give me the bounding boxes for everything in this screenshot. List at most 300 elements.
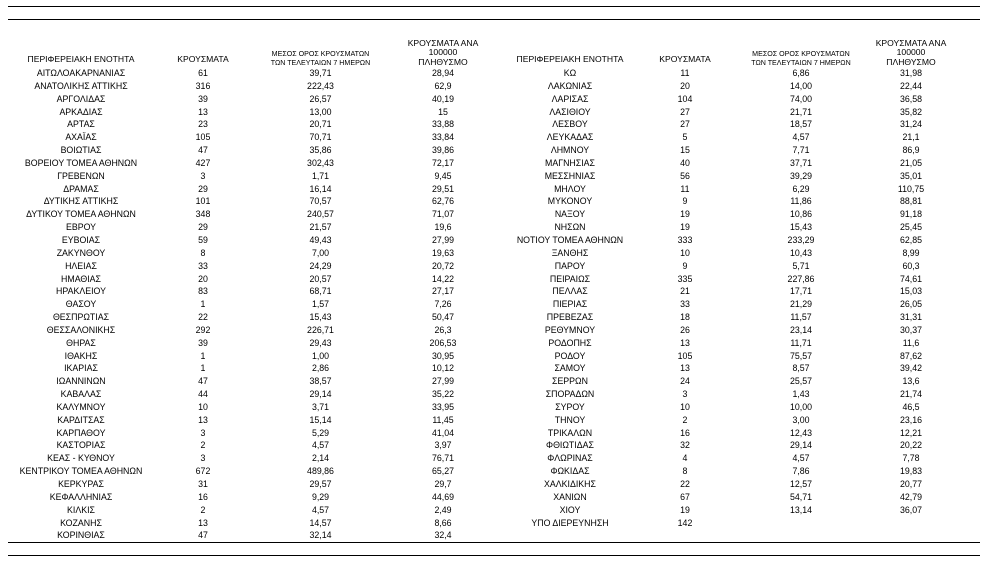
cell-avg: 17,71	[789, 286, 812, 297]
cell-avg: 39,29	[789, 170, 812, 181]
cell-rate: 23,16	[899, 414, 922, 425]
cell-rate: 36,07	[899, 504, 922, 515]
cell-rate: 35,22	[431, 389, 454, 400]
cell-rate: 65,27	[431, 466, 454, 477]
cell-rate: 20,77	[899, 479, 922, 489]
cell-rate: 88,81	[899, 196, 922, 207]
table-row	[495, 324, 989, 337]
cell-area: ΜΑΓΝΗΣΙΑΣ	[545, 157, 595, 168]
header-avg-line2: ΤΩΝ ΤΕΛΕΥΤΑΙΩΝ 7 ΗΜΕΡΩΝ	[270, 58, 371, 67]
cell-cases: 10	[680, 247, 690, 258]
cell-rate: 11,45	[432, 414, 454, 425]
table-row	[0, 362, 500, 375]
cell-area: ΚΕΡΚΥΡΑΣ	[58, 479, 104, 489]
cell-cases: 316	[195, 80, 211, 91]
cell-cases: 33	[680, 299, 690, 310]
cell-area: ΥΠΟ ΔΙΕΡΕΥΝΗΣΗ	[531, 517, 609, 528]
cell-area: ΗΜΑΘΙΑΣ	[61, 273, 101, 284]
cell-cases: 3	[200, 170, 206, 181]
cell-rate: 76,71	[431, 453, 454, 464]
cell-cases: 22	[680, 479, 690, 489]
table-row	[0, 234, 500, 247]
cell-area: ΛΑΚΩΝΙΑΣ	[547, 80, 593, 91]
cell-area: ΚΟΡΙΝΘΙΑΣ	[57, 530, 105, 541]
cell-area: ΛΑΡΙΣΑΣ	[551, 93, 589, 104]
cell-rate: 27,99	[431, 234, 454, 245]
table-row	[495, 170, 989, 183]
cell-avg: 29,14	[309, 389, 332, 400]
cell-avg: 20,57	[309, 273, 332, 284]
cell-avg: 4,57	[792, 453, 810, 464]
table-row	[0, 247, 500, 260]
table-row	[495, 260, 989, 273]
cell-area: ΤΗΝΟΥ	[554, 414, 586, 425]
table-row	[495, 247, 989, 260]
bottom-rule-2	[8, 555, 980, 556]
header-rate-line1: ΚΡΟΥΣΜΑΤΑ ΑΝΑ 100000	[407, 37, 479, 57]
cell-area: ΦΘΙΩΤΙΔΑΣ	[546, 440, 594, 451]
cell-rate: 40,19	[431, 93, 454, 104]
table-row	[0, 414, 500, 427]
cell-rate: 9,45	[434, 170, 452, 181]
cell-area: ΑΡΚΑΔΙΑΣ	[59, 106, 103, 117]
cell-area: ΛΕΣΒΟΥ	[552, 119, 588, 130]
table-row	[0, 273, 500, 286]
cell-cases: 39	[198, 93, 208, 104]
cell-rate: 30,37	[899, 324, 922, 335]
right-table	[495, 37, 989, 529]
cell-cases: 26	[680, 324, 690, 335]
cell-avg: 18,57	[789, 119, 812, 130]
cell-cases: 24	[680, 376, 690, 387]
table-row	[0, 260, 500, 273]
cell-cases: 13	[680, 337, 690, 348]
cell-rate: 60,3	[902, 260, 920, 271]
cell-cases: 23	[198, 119, 208, 130]
cell-cases: 47	[198, 145, 208, 156]
header-area: ΠΕΡΙΦΕΡΕΙΑΚΗ ΕΝΟΤΗΤΑ	[27, 54, 135, 64]
cell-area: ΦΛΩΡΙΝΑΣ	[547, 453, 593, 464]
cell-cases: 13	[680, 363, 690, 374]
table-row	[0, 285, 500, 298]
cell-cases: 8	[200, 247, 206, 258]
cell-avg: 3,71	[311, 401, 330, 412]
table-row	[495, 157, 989, 170]
cell-cases: 29	[198, 183, 208, 194]
cell-area: ΑΡΤΑΣ	[67, 119, 95, 130]
cell-rate: 12,21	[899, 427, 922, 438]
header-rate-line2: ΠΛΗΘΥΣΜΟ	[886, 56, 936, 67]
cell-avg: 21,71	[789, 106, 812, 117]
cell-rate: 33,84	[431, 132, 454, 143]
table-row	[495, 80, 989, 93]
cell-rate: 31,98	[899, 68, 922, 78]
table-row	[0, 517, 500, 530]
cell-rate: 50,47	[431, 312, 454, 323]
cell-cases: 20	[680, 80, 690, 91]
cell-avg: 37,71	[789, 157, 812, 168]
cell-avg: 240,57	[307, 209, 334, 220]
cell-rate: 22,44	[899, 80, 922, 91]
table-row	[495, 221, 989, 234]
table-row	[495, 273, 989, 286]
cell-rate: 25,45	[899, 222, 922, 233]
cell-avg: 1,71	[311, 170, 330, 181]
table-row	[0, 298, 500, 311]
left-table-body	[0, 67, 500, 542]
cell-area: ΚΕΝΤΡΙΚΟΥ ΤΟΜΕΑ ΑΘΗΝΩΝ	[19, 466, 143, 477]
left-table	[0, 37, 500, 542]
table-row	[495, 144, 989, 157]
cell-cases: 101	[195, 196, 211, 207]
cell-area: ΛΕΥΚΑΔΑΣ	[546, 132, 594, 143]
cell-avg: 6,29	[792, 183, 810, 194]
cell-avg: 6,86	[792, 68, 810, 78]
right-table-body	[495, 67, 989, 529]
cell-area: ΧΑΛΚΙΔΙΚΗΣ	[544, 479, 596, 489]
cell-cases: 19	[680, 222, 690, 233]
cell-area: ΒΟΡΕΙΟΥ ΤΟΜΕΑ ΑΘΗΝΩΝ	[24, 157, 138, 168]
cell-avg: 9,29	[311, 491, 330, 502]
cell-rate: 33,95	[431, 401, 454, 412]
cell-cases: 13	[198, 517, 208, 528]
table-row	[495, 362, 989, 375]
cell-rate: 41,04	[431, 427, 454, 438]
table-row	[0, 324, 500, 337]
cell-avg: 233,29	[787, 234, 815, 245]
table-row	[0, 118, 500, 131]
cell-cases: 11	[680, 68, 690, 78]
cell-avg: 15,14	[309, 414, 332, 425]
cell-area: ΣΑΜΟΥ	[554, 363, 586, 374]
table-row	[495, 388, 989, 401]
cell-cases: 21	[680, 286, 690, 297]
cell-cases: 2	[200, 440, 206, 451]
header-avg-line1: ΜΕΣΟΣ ΟΡΟΣ ΚΡΟΥΣΜΑΤΩΝ	[271, 50, 370, 58]
cell-area: ΛΗΜΝΟΥ	[550, 145, 590, 156]
table-row	[0, 131, 500, 144]
cell-area: ΜΕΣΣΗΝΙΑΣ	[544, 170, 596, 181]
cell-cases: 20	[198, 273, 208, 284]
cell-avg: 7,00	[311, 247, 330, 258]
table-row	[495, 452, 989, 465]
cell-rate: 13,6	[902, 376, 920, 387]
cell-cases: 40	[680, 157, 690, 168]
cell-rate: 36,58	[899, 93, 922, 104]
cell-rate: 21,05	[899, 157, 922, 168]
cell-area: ΠΕΙΡΑΙΩΣ	[549, 273, 591, 284]
table-row	[0, 529, 500, 542]
cell-area: ΘΑΣΟΥ	[65, 299, 97, 310]
table-row	[495, 183, 989, 196]
cell-cases: 27	[680, 106, 690, 117]
cell-rate: 29,7	[434, 479, 452, 489]
cell-avg: 35,86	[309, 145, 332, 156]
cell-area: ΔΥΤΙΚΟΥ ΤΟΜΕΑ ΑΘΗΝΩΝ	[26, 209, 136, 220]
cell-cases: 13	[198, 106, 208, 117]
header-area: ΠΕΡΙΦΕΡΕΙΑΚΗ ΕΝΟΤΗΤΑ	[516, 54, 624, 64]
header-cases: ΚΡΟΥΣΜΑΤΑ	[659, 54, 711, 64]
cell-avg: 10,00	[789, 401, 812, 412]
cell-rate: 3,97	[434, 440, 452, 451]
cell-avg: 23,14	[789, 324, 812, 335]
cell-area: ΚΑΣΤΟΡΙΑΣ	[56, 440, 106, 451]
cell-area: ΘΗΡΑΣ	[66, 337, 96, 348]
cell-cases: 83	[198, 286, 208, 297]
cell-cases: 27	[680, 119, 690, 130]
table-row	[0, 183, 500, 196]
table-row	[0, 170, 500, 183]
table-row	[0, 337, 500, 350]
cell-area: ΔΥΤΙΚΗΣ ΑΤΤΙΚΗΣ	[43, 196, 119, 207]
cell-rate: 21,1	[902, 132, 920, 143]
cell-cases: 19	[680, 504, 690, 515]
table-row	[0, 478, 500, 491]
table-row	[0, 208, 500, 221]
cell-area: ΣΥΡΟΥ	[555, 401, 585, 412]
table-row	[0, 452, 500, 465]
cell-avg: 13,00	[309, 106, 332, 117]
header-rate	[400, 39, 486, 68]
table-row	[0, 106, 500, 119]
cell-cases: 44	[198, 389, 208, 400]
cell-cases: 19	[680, 209, 690, 220]
cell-avg: 70,71	[309, 132, 332, 143]
cell-avg: 1,00	[311, 350, 330, 361]
cell-avg: 4,57	[792, 132, 810, 143]
cell-avg: 14,00	[789, 80, 812, 91]
cell-avg: 68,71	[309, 286, 332, 297]
cell-avg: 49,43	[309, 234, 332, 245]
table-row	[0, 195, 500, 208]
cell-area: ΝΟΤΙΟΥ ΤΟΜΕΑ ΑΘΗΝΩΝ	[516, 234, 624, 245]
cell-area: ΚΑΛΥΜΝΟΥ	[56, 401, 106, 412]
cell-rate: 19,6	[434, 222, 452, 233]
table-row	[0, 311, 500, 324]
cell-area: ΖΑΚΥΝΘΟΥ	[56, 247, 106, 258]
cell-avg: 5,71	[792, 260, 810, 271]
cell-cases: 1	[200, 350, 206, 361]
cell-area: ΔΡΑΜΑΣ	[63, 183, 99, 194]
cell-cases: 67	[680, 491, 690, 502]
cell-avg: 70,57	[309, 196, 332, 207]
cell-rate: 86,9	[902, 145, 920, 156]
table-row	[495, 491, 989, 504]
cell-avg: 1,43	[792, 389, 810, 400]
cell-cases: 56	[680, 170, 690, 181]
cell-avg: 14,57	[309, 517, 332, 528]
cell-avg: 29,14	[789, 440, 812, 451]
cell-rate: 32,4	[434, 530, 452, 541]
cell-avg: 3,00	[792, 414, 810, 425]
bottom-rule-1	[8, 542, 980, 543]
cell-avg: 74,00	[789, 93, 812, 104]
table-row	[0, 80, 500, 93]
cell-avg: 11,86	[790, 196, 812, 207]
header-avg-line1: ΜΕΣΟΣ ΟΡΟΣ ΚΡΟΥΣΜΑΤΩΝ	[752, 50, 850, 58]
cell-cases: 3	[682, 389, 688, 400]
cell-avg: 8,57	[792, 363, 810, 374]
cell-area: ΧΙΟΥ	[559, 504, 581, 515]
cell-area: ΛΑΣΙΘΙΟΥ	[549, 106, 591, 117]
table-row	[0, 401, 500, 414]
cell-cases: 47	[198, 376, 208, 387]
cell-area: ΠΙΕΡΙΑΣ	[552, 299, 588, 310]
cell-rate: 110,75	[897, 183, 925, 194]
cell-cases: 1	[200, 299, 206, 310]
cell-rate: 71,07	[431, 209, 454, 220]
cell-cases: 18	[680, 312, 690, 323]
cell-avg: 12,57	[789, 479, 812, 489]
cell-rate: 27,99	[431, 376, 454, 387]
cell-cases: 2	[200, 504, 206, 515]
table-row	[495, 234, 989, 247]
cell-cases: 9	[682, 196, 688, 207]
cell-cases: 10	[680, 401, 690, 412]
cell-rate: 87,62	[899, 350, 922, 361]
cell-area: ΚΑΡΔΙΤΣΑΣ	[57, 414, 105, 425]
cell-cases: 105	[677, 350, 693, 361]
cell-rate: 31,31	[899, 312, 922, 323]
cell-rate: 19,63	[431, 247, 454, 258]
cell-rate: 8,66	[434, 517, 452, 528]
cell-area: ΝΗΣΩΝ	[554, 222, 586, 233]
cell-cases: 8	[682, 466, 688, 477]
table-row	[0, 427, 500, 440]
table-row	[495, 131, 989, 144]
cell-area: ΡΕΘΥΜΝΟΥ	[544, 324, 596, 335]
table-row	[0, 144, 500, 157]
cell-rate: 19,83	[899, 466, 922, 477]
header-avg-line2: ΤΩΝ ΤΕΛΕΥΤΑΙΩΝ 7 ΗΜΕΡΩΝ	[751, 58, 851, 67]
cell-rate: 30,95	[431, 350, 454, 361]
table-row	[0, 375, 500, 388]
cell-cases: 9	[682, 260, 688, 271]
table-row	[495, 414, 989, 427]
cell-cases: 22	[198, 312, 208, 323]
cell-area: ΞΑΝΘΗΣ	[551, 247, 589, 258]
cell-avg: 1,57	[311, 299, 330, 310]
cell-avg: 26,57	[309, 93, 332, 104]
table-row	[0, 439, 500, 452]
cell-area: ΙΘΑΚΗΣ	[64, 350, 98, 361]
cell-rate: 15	[438, 106, 448, 117]
cell-avg: 15,43	[309, 312, 332, 323]
cell-area: ΣΕΡΡΩΝ	[552, 376, 588, 387]
cell-cases: 348	[195, 209, 211, 220]
cell-cases: 39	[198, 337, 208, 348]
cell-avg: 11,57	[790, 312, 812, 323]
cell-avg: 4,57	[311, 504, 330, 515]
cell-avg: 32,14	[309, 530, 332, 541]
cell-avg: 227,86	[787, 273, 815, 284]
cell-rate: 28,94	[431, 68, 454, 78]
cell-cases: 32	[680, 440, 690, 451]
table-row	[495, 478, 989, 491]
cell-cases: 2	[682, 414, 688, 425]
cell-cases: 104	[677, 93, 693, 104]
cell-rate: 20,72	[431, 260, 454, 271]
cell-rate: 39,42	[899, 363, 922, 374]
cell-rate: 62,9	[434, 80, 452, 91]
cell-area: ΦΩΚΙΔΑΣ	[550, 466, 590, 477]
header-rate-line2: ΠΛΗΘΥΣΜΟ	[418, 56, 468, 67]
cell-area: ΠΕΛΛΑΣ	[552, 286, 588, 297]
table-row	[495, 93, 989, 106]
cell-rate: 7,78	[902, 453, 920, 464]
cell-area: ΧΑΝΙΩΝ	[553, 491, 587, 502]
cell-avg: 2,14	[311, 453, 330, 464]
table-row	[495, 427, 989, 440]
header-cases: ΚΡΟΥΣΜΑΤΑ	[177, 54, 229, 64]
cell-avg: 54,71	[789, 491, 812, 502]
cell-avg: 20,71	[309, 119, 332, 130]
cell-area: ΚΩ	[563, 68, 577, 78]
cell-cases: 3	[200, 453, 206, 464]
cell-rate: 35,82	[899, 106, 922, 117]
cell-area: ΕΥΒΟΙΑΣ	[61, 234, 101, 245]
table-row	[495, 67, 989, 80]
cell-avg: 29,43	[309, 337, 332, 348]
table-row	[0, 350, 500, 363]
table-row	[0, 157, 500, 170]
cell-area: ΑΙΤΩΛΟΑΚΑΡΝΑΝΙΑΣ	[36, 68, 126, 78]
cell-area: ΑΧΑΪΑΣ	[65, 132, 97, 143]
cell-avg: 21,29	[789, 299, 812, 310]
cell-area: ΝΑΞΟΥ	[554, 209, 586, 220]
cell-area: ΕΒΡΟΥ	[65, 222, 97, 233]
cell-avg: 10,43	[789, 247, 812, 258]
cell-area: ΠΑΡΟΥ	[554, 260, 586, 271]
cell-avg: 38,57	[309, 376, 332, 387]
cell-area: ΠΡΕΒΕΖΑΣ	[546, 312, 594, 323]
cell-cases: 15	[680, 145, 690, 156]
cell-area: ΚΕΑΣ - ΚΥΘΝΟΥ	[47, 453, 115, 464]
cell-rate: 26,05	[899, 299, 922, 310]
top-rule-1	[8, 6, 980, 7]
table-row	[0, 93, 500, 106]
cell-rate: 21,74	[899, 389, 922, 400]
cell-area: ΚΑΒΑΛΑΣ	[60, 389, 102, 400]
table-row	[495, 401, 989, 414]
header-rate-line1: ΚΡΟΥΣΜΑΤΑ ΑΝΑ 100000	[875, 37, 947, 57]
cell-cases: 427	[195, 157, 211, 168]
cell-avg: 302,43	[307, 157, 334, 168]
cell-area: ΗΛΕΙΑΣ	[65, 260, 97, 271]
table-row	[495, 517, 989, 530]
cell-avg: 222,43	[307, 80, 334, 91]
cell-rate: 2,49	[434, 504, 452, 515]
cell-avg: 2,86	[311, 363, 330, 374]
cell-avg: 39,71	[309, 68, 332, 78]
cell-rate: 35,01	[899, 170, 922, 181]
cell-cases: 61	[198, 68, 208, 78]
cell-area: ΚΑΡΠΑΘΟΥ	[56, 427, 106, 438]
cell-avg: 13,14	[789, 504, 812, 515]
cell-rate: 46,5	[902, 401, 920, 412]
cell-rate: 33,88	[431, 119, 454, 130]
cell-avg: 7,71	[792, 145, 810, 156]
left-table-header	[0, 37, 500, 67]
table-row	[495, 106, 989, 119]
cell-rate: 74,61	[899, 273, 922, 284]
cell-area: ΡΟΔΟΥ	[554, 350, 586, 361]
cell-avg: 4,57	[311, 440, 330, 451]
cell-rate: 27,17	[431, 286, 454, 297]
cell-cases: 335	[677, 273, 693, 284]
cell-cases: 4	[682, 453, 688, 464]
table-row	[0, 491, 500, 504]
